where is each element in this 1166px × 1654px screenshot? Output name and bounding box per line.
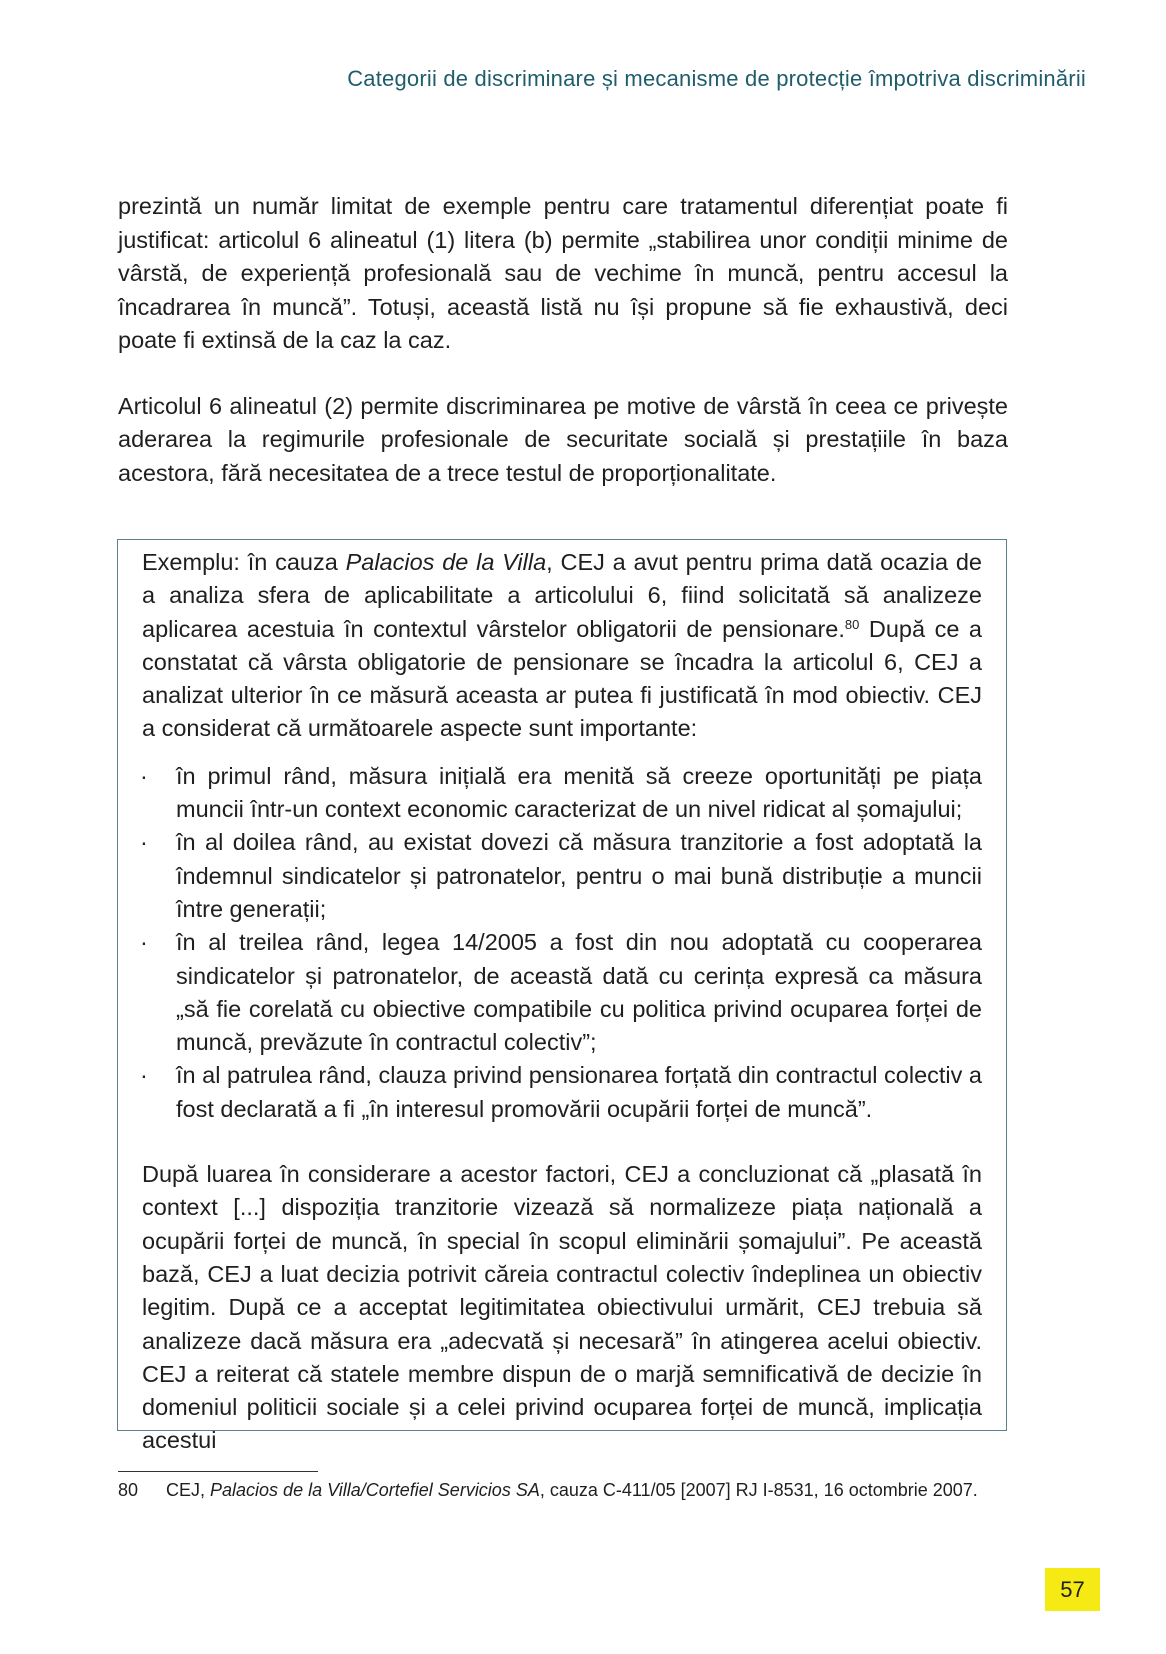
footnote-number: 80 [118,1480,139,1500]
list-item: · în al patrulea rând, clauza privind pensionarea forțată din contractul colectiv a fost declarată a fi „în interesul promovării ocupării forței de muncă”. [142,1059,982,1126]
example-box [117,539,1007,1454]
list-item: · în al doilea rând, au existat dovezi că măsura tranzitorie a fost adoptată la îndemnul sindicatelor și patronatelor, pentru o mai bună distribuție a muncii între generații; [142,826,982,926]
main-text [118,190,1008,490]
running-header: Categorii de discriminare și mecanisme de protecție împotriva discriminării [347,66,1086,91]
footnote-ref[interactable]: 80 [844,616,860,632]
list-item: · în primul rând, măsura inițială era menită să creeze oportunități pe piața muncii într-un context economic caracterizat de un nivel ridicat al șomajului; [142,760,982,827]
example-intro: Exemplu: în cauza Palacios de la Villa, CEJ a avut pentru prima dată ocazia de a analiza sfera de aplicabilitate a articolului 6, fiind solicitată să analizeze aplicarea acestuia în contextul vârstelor obligatorii de pensionare.$^{80}$ După ce a constatat că vârsta obligatorie de pensionare se încadra la articolul 6, CEJ a analizat ulterior în ce măsură aceasta ar putea fi justificată în mod obiectiv. CEJ a considerat că următoarele aspecte sunt importante: [142,549,983,742]
page-number: 57 [1045,1568,1100,1611]
paragraph-1: prezintă un număr limitat de exemple pentru care tratamentul diferențiat poate fi justificat: articolul 6 alineatul (1) litera (b) permite „stabilirea unor condiții minime de vârstă, de experiență profesională sau de vechime în muncă, pentru accesul la încadrarea în muncă”. Totuși, această listă nu își propune să fie exhaustivă, deci poate fi extinsă de la caz la caz. [118,193,1008,353]
footnote-case-title: Palacios de la Villa/Cortefiel Servicios SA [210,1480,540,1500]
footnote: 80 CEJ, Palacios de la Villa/Cortefiel Servicios SA, cauza C-411/05 [2007] RJ I-8531, 16 octombrie 2007. [118,1480,978,1500]
bullet-icon: · [140,762,148,789]
paragraph-2: Articolul 6 alineatul (2) permite discriminarea pe motive de vârstă în ceea ce privește aderarea la regimurile profesionale de securitate socială și prestațiile în baza acestora, fără necesitatea de a trece testul de proporționalitate. [118,392,1008,486]
case-name: Palacios de la Villa [345,549,547,575]
list-item: · în al treilea rând, legea 14/2005 a fost din nou adoptată cu cooperarea sindicatelor și patronatelor, de această dată cu cerința expresă ca măsura „să fie corelată cu obiective compatibile cu politica privind ocuparea forței de muncă, prevăzute în contractul colectiv”; [142,926,982,1059]
bullet-icon: · [140,1062,148,1089]
bullet-icon: · [140,929,148,956]
example-conclusion: După luarea în considerare a acestor factori, CEJ a concluzionat că „plasată în context [...] dispoziția tranzitorie vizează să normalizeze piața națională a ocupării forței de muncă, în special în scopul eliminării șomajului”. Pe această bază, CEJ a luat decizia potrivit căreia contractul colectiv îndeplinea un obiectiv legitim. După ce a acceptat legitimitatea obiectivului urmărit, CEJ trebuia să analizeze dacă măsura era „adecvată și necesară” în atingerea acelui obiectiv. CEJ a reiterat că statele membre dispun de o marjă semnificativă de decizie în domeniul politicii sociale și a celei privind ocuparea forței de muncă, implicația acestui [142,1161,982,1454]
factors-list [142,760,982,1126]
footnote-divider [118,1471,318,1472]
bullet-icon: · [140,829,148,856]
